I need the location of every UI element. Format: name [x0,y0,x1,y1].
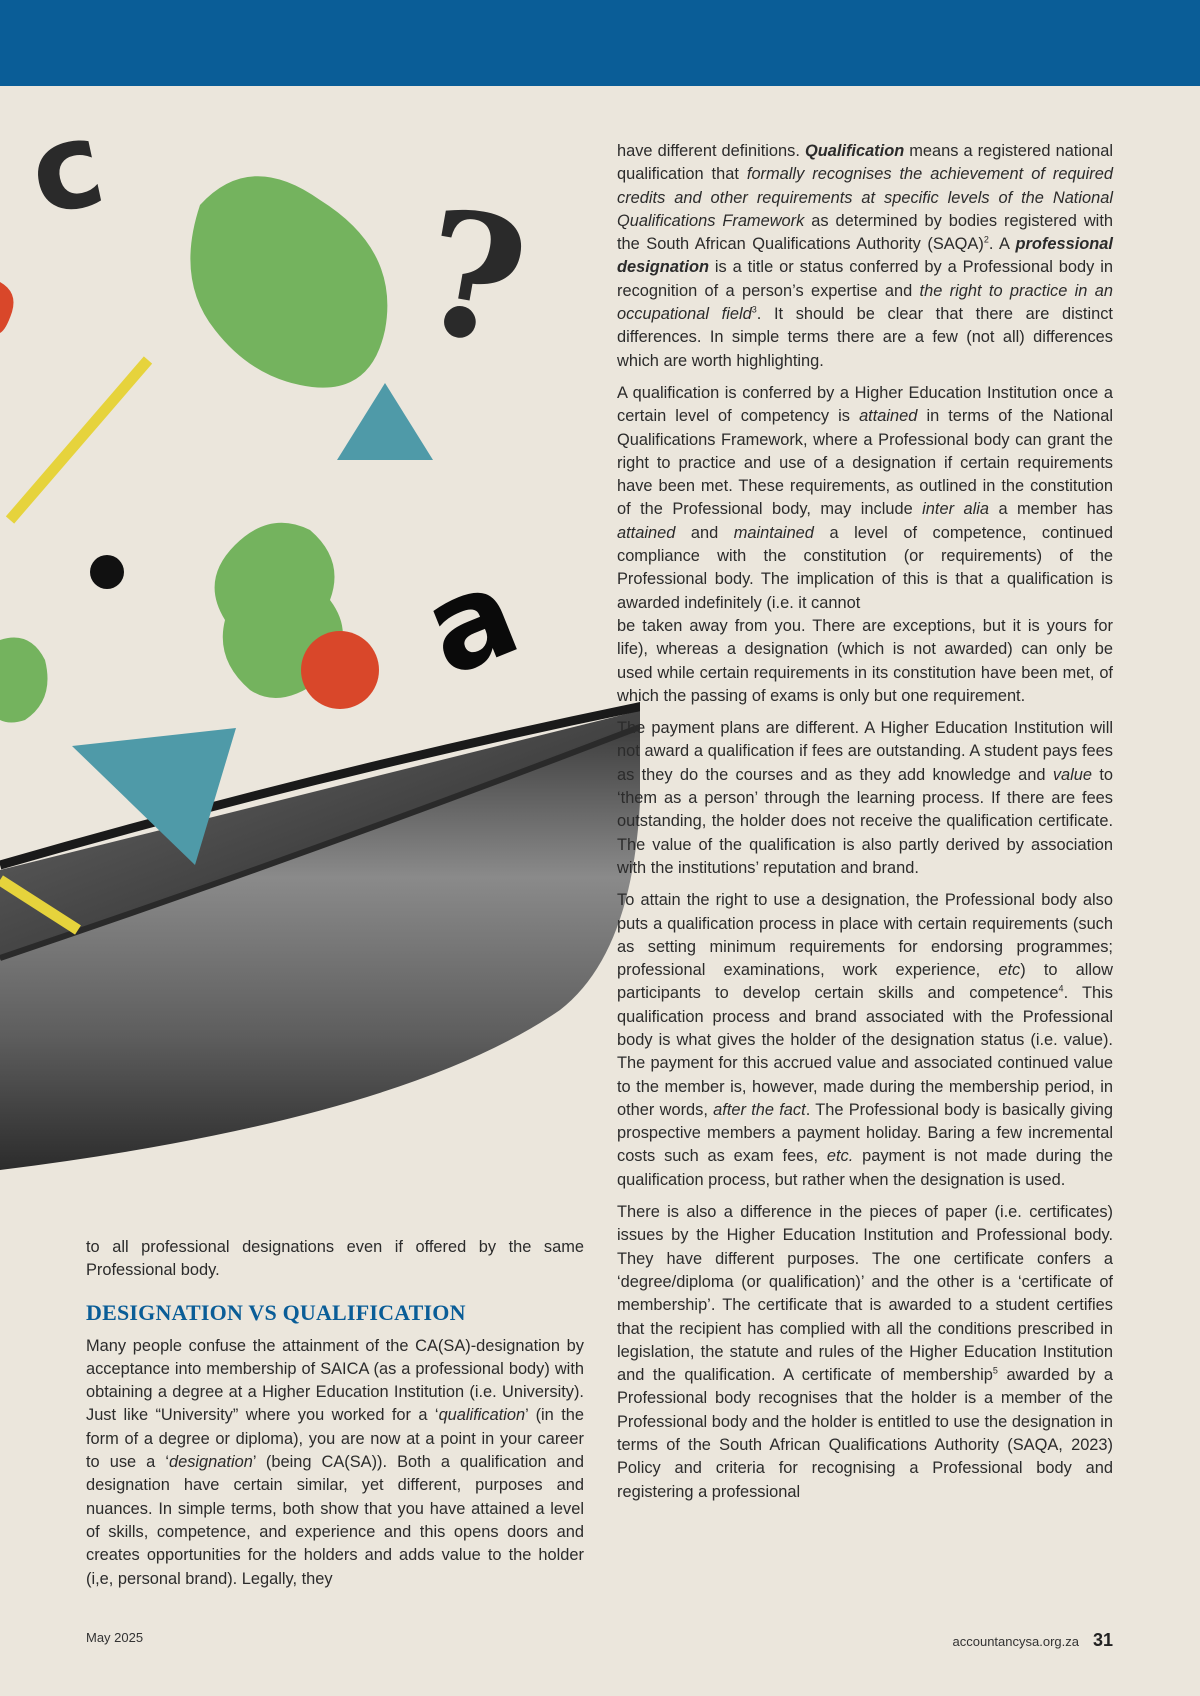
footer-right [953,1630,1114,1651]
letter-a: a [404,538,538,705]
black-dot [90,555,124,589]
intro-paragraph: to all professional designations even if offered by the same Professional body. [86,1238,584,1280]
right-paragraph-3: The payment plans are different. A Higher Education Institution will not award a qualification if fees are outstanding. A student pays fees as they do the courses and as they add knowledge and value to ‘them as a person’ through the learning process. If there are fees outstanding, the holder does not receive the qualification certificate. The value of the qualification is also partly derived by association with the institutions’ reputation and brand. [617,719,1113,877]
section-heading: DESIGNATION VS QUALIFICATION [86,1299,466,1325]
yellow-stick-upper [10,360,148,520]
illustration-frying-pan [0,86,640,1186]
red-half-circle [0,282,14,333]
red-circle [301,631,379,709]
right-paragraph-4: To attain the right to use a designation, the Professional body also puts a qualification process in place with certain requirements (such as setting minimum requirements for endorsing programmes; professional examinations, work experience, etc) to allow participants to develop certain skills and competence$^4$. This qualification process and brand associated with the Professional body is what gives the holder of the designation status (i.e. value). The payment for this accrued value and associated continued value to the member is, however, made during the membership period, in other words, after the fact. The Professional body is basically giving prospective members a payment holiday. Baring a few incremental costs such as exam fees, etc. payment is not made during the qualification process, but rather when the designation is used. [617,891,1113,1189]
footer-date: May 2025 [86,1630,144,1645]
green-blob-large [190,176,387,387]
top-banner [0,0,1200,86]
question-mark: ? [406,170,540,386]
footer-website[interactable]: accountancysa.org.za [952,1634,1079,1649]
left-paragraph-1: Many people confuse the attainment of the CA(SA)-designation by acceptance into membership of SAICA (as a professional body) with obtaining a degree at a Higher Education Institution (i.e. University). Just like “University” where you worked for a ‘qualification’ (in the form of a degree or diploma), you are now at a point in your career to use a ‘designation’ (being CA(SA)). Both a qualification and designation have certain similar, yet different, purposes and nuances. In simple terms, both show that you have attained a level of skills, competence, and experience and this opens doors and creates opportunities for the holders and adds value to the holder (i,e, personal brand). Legally, they [86,1336,584,1588]
pan-body [0,720,640,1170]
right-paragraph-1: have different definitions. Qualification means a registered national qualification that formally recognises the achievement of required credits and other requirements at specific levels of the National Qualifications Framework as determined by bodies registered with the South African Qualifications Authority (SAQA)$^2$. A professional designation is a title or status conferred by a Professional body in recognition of a person’s expertise and the right to practice in an occupational field$^3$. It should be clear that there are distinct differences. In simple terms there are a few (not all) differences which are worth highlighting. [617,142,1114,370]
right-column [617,140,1113,1513]
letter-c: c [17,92,115,243]
left-column [86,1236,584,1600]
right-paragraph-2-cont: be taken away from you. There are exceptions, but it is yours for life), whereas a designation (which is not awarded) can only be used while certain requirements in its constitution have been met, of which the passing of exams is only but one requirement. [617,616,1113,705]
teal-triangle-small [337,383,433,460]
green-blob-small [0,638,48,723]
right-paragraph-5: There is also a difference in the pieces of paper (i.e. certificates) issues by the Higher Education Institution and Professional body. They have different purposes. The one certificate confers a ‘degree/diploma (or qualification)’ and the other is a ‘certificate of membership’. The certificate that is awarded to a student certifies that the recipient has complied with all the conditions prescribed in legislation, the statute and rules of the Higher Education Institution and the qualification. A certificate of membership$^5$ awarded by a Professional body recognises that the holder is a member of the Professional body and the holder is entitled to use the designation in terms of the South African Qualifications Authority (SAQA, 2023) Policy and criteria for recognising a Professional body and registering a professional [617,1203,1113,1501]
page-number: 31 [1092,1630,1113,1650]
right-paragraph-2: A qualification is conferred by a Higher Education Institution once a certain level of competency is attained in terms of the National Qualifications Framework, where a Professional body can grant the right to practice and use of a designation if certain requirements have been met. These requirements, as outlined in the constitution of the Professional body, may include inter alia a member has attained and maintained a level of competence, continued compliance with the constitution (or requirements) of the Professional body. The implication of this is that a qualification is awarded indefinitely (i.e. it cannot [617,383,1114,612]
